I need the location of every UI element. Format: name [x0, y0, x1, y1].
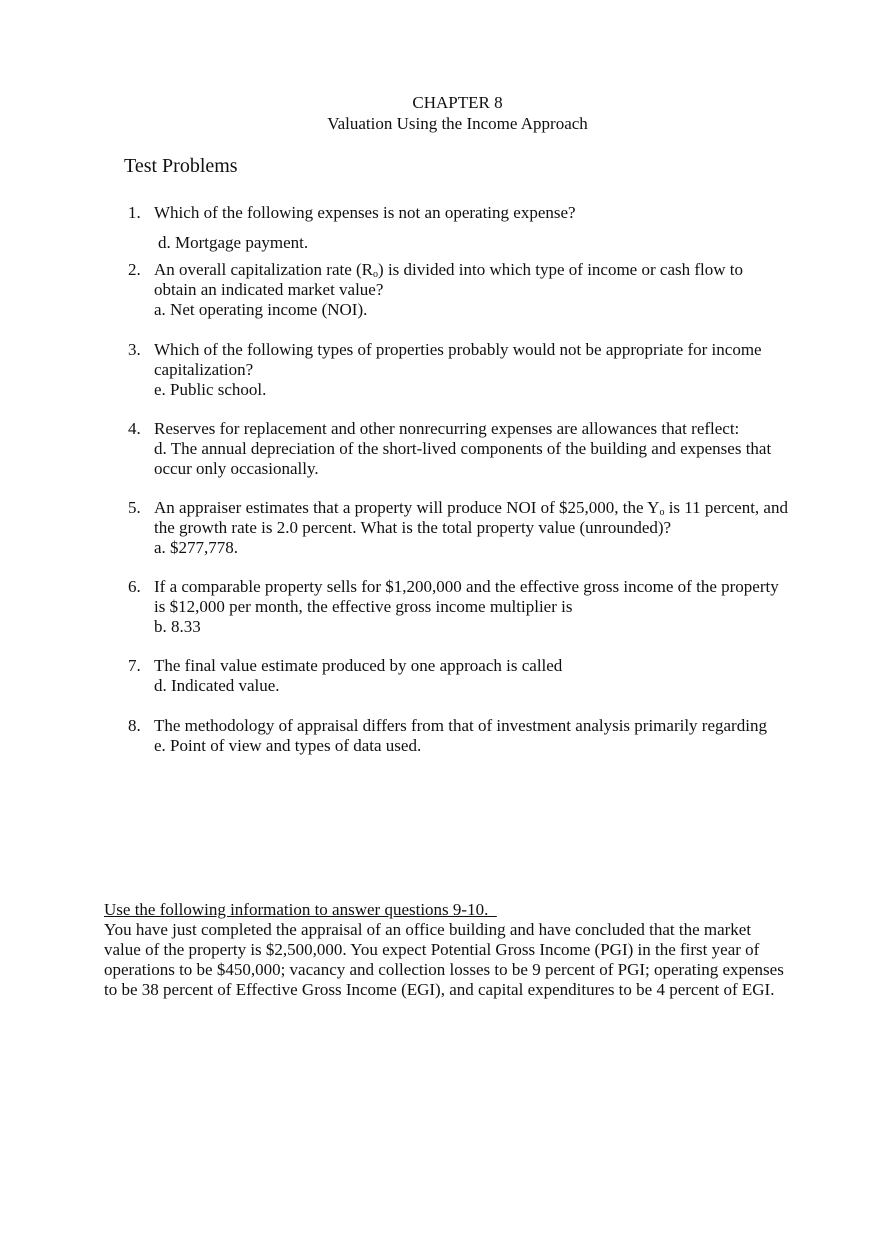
question-6 — [128, 577, 788, 637]
question-number: 4. — [128, 419, 141, 438]
chapter-title: Valuation Using the Income Approach — [327, 114, 588, 133]
info-heading: Use the following information to answer questions 9-10. — [104, 900, 497, 919]
info-paragraph: You have just completed the appraisal of an office building and have concluded that the market value of the property is $2,500,000. You expect Potential Gross Income (PGI) in the first year of operations to be $450,000; vacancy and collection losses to be 9 percent of PGI; operating expenses to be 38 percent of Effective Gross Income (EGI), and capital expenditures to be 4 percent of EGI. — [104, 920, 784, 999]
question-answer: d. The annual depreciation of the short-lived components of the building and expenses that occur only occasionally. — [154, 439, 772, 478]
question-5 — [128, 498, 788, 558]
subscript-o: o — [373, 269, 379, 280]
question-number: 6. — [128, 577, 141, 596]
subscript-o: o — [659, 507, 665, 518]
question-4 — [128, 419, 788, 479]
question-text: The final value estimate produced by one approach is called — [154, 656, 563, 675]
question-answer: e. Public school. — [154, 380, 267, 399]
question-1 — [128, 203, 788, 253]
question-text: An overall capitalization rate $(R_o)$ is divided into which type of income or cash flow to obtain an indicated market value? — [154, 260, 743, 299]
chapter-number: CHAPTER 8 — [412, 93, 503, 112]
question-text: Which of the following expenses is not an operating expense? — [154, 203, 576, 222]
question-text: Reserves for replacement and other nonrecurring expenses are allowances that reflect: — [154, 419, 740, 438]
question-text: Which of the following types of properties probably would not be appropriate for income capitalization? — [154, 340, 762, 379]
question-number: 1. — [128, 203, 141, 222]
question-3 — [128, 340, 788, 400]
question-answer: a. Net operating income (NOI). — [154, 300, 368, 319]
question-7 — [128, 656, 788, 696]
question-number: 8. — [128, 716, 141, 735]
question-number: 2. — [128, 260, 141, 279]
question-text: If a comparable property sells for $1,200,000 and the effective gross income of the property is $12,000 per month, the effective gross income multiplier is — [154, 577, 779, 616]
question-text: The methodology of appraisal differs from that of investment analysis primarily regarding — [154, 716, 767, 735]
section-heading: Test Problems — [124, 155, 238, 177]
question-answer: d. Mortgage payment. — [158, 233, 309, 252]
question-number: 7. — [128, 656, 141, 675]
question-8 — [128, 716, 788, 756]
question-text: An appraiser estimates that a property will produce NOI of $25,000, the $Y_o$ is 11 percent, and the growth rate is 2.0 percent. What is the total property value (unrounded)? — [154, 498, 788, 537]
question-answer: a. $277,778. — [154, 538, 239, 557]
question-answer: d. Indicated value. — [154, 676, 280, 695]
question-answer: b. 8.33 — [154, 617, 201, 636]
question-answer: e. Point of view and types of data used. — [154, 736, 422, 755]
question-number: 3. — [128, 340, 141, 359]
question-number: 5. — [128, 498, 141, 517]
question-2 — [128, 260, 788, 320]
